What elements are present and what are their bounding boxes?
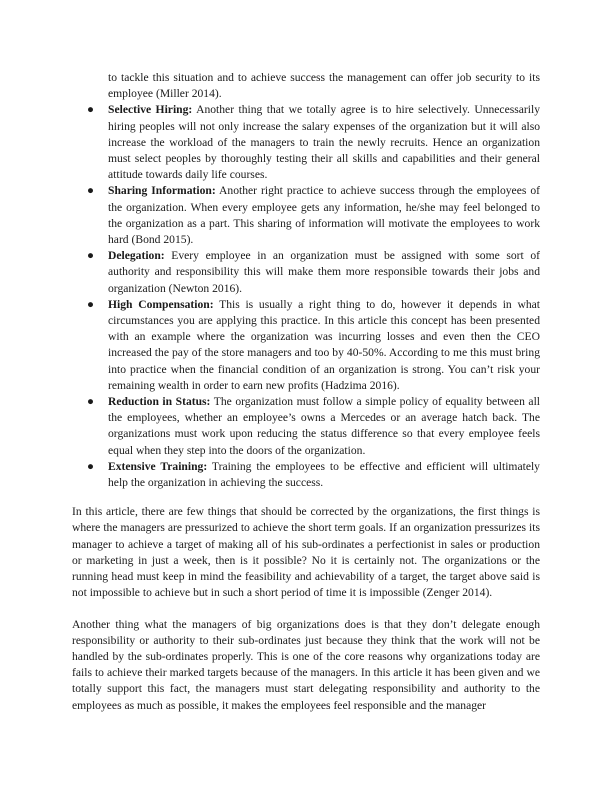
list-item-title: Reduction in Status: — [108, 395, 211, 409]
list-item — [72, 394, 540, 459]
bullet-icon: ● — [87, 297, 95, 311]
list-item — [72, 102, 540, 183]
list-item-text: Every employee in an organization must be assigned with some sort of authority and responsibility this will make them more responsible towards their jobs and organization (Newton 2016). — [108, 249, 540, 295]
bullet-icon: ● — [87, 459, 95, 473]
body-paragraph: In this article, there are few things that should be corrected by the organizations, the first things is where the managers are pressurized to achieve the short term goals. If an organization pressurizes its manager to achieve a target of making all of his sub-ordinates a perfectionist in sales or production or marketing in just a week, then is it possible? No it is certainly not. The organizations or the running head must keep in mind the feasibility and achievability of a target, the target above said is not impossible to achieve but in such a short period of time it is impossible (Zenger 2014). — [72, 505, 540, 600]
body-paragraph: Another thing what the managers of big organizations does is that they don’t delegate enough responsibility or authority to their sub-ordinates just because they think that the work will not be handled by the sub-ordinates properly. This is one of the core reasons why organizations today are fails to achieve their marked targets because of the managers. In this article it has been given and we totally support this fact, the managers must start delegating responsibility and authority to the employees as much as possible, it makes the employees feel responsible and the manager — [72, 617, 540, 712]
list-item-text: The organization must follow a simple policy of equality between all the employees, whether an employee’s owns a Mercedes or an average hatch back. The organizations must work upon reducing the status difference so that every employee feels equal when they step into the doors of the organization. — [108, 395, 541, 457]
bullet-icon: ● — [87, 103, 95, 117]
list-item — [72, 459, 540, 491]
bullet-icon: ● — [87, 184, 95, 198]
list-item-title: Sharing Information: — [108, 184, 216, 198]
list-item-title: Delegation: — [108, 249, 165, 263]
list-item — [72, 183, 540, 248]
list-item-text: Another thing that we totally agree is to hire selectively. Unnecessarily hiring peoples will not only increase the salary expenses of the organization but it will also increase the workload of the managers to train the newly recruits. Hence an organization must select peoples by thoroughly testing their all skills and capabilities and their general attitude towards daily life courses. — [108, 103, 540, 182]
list-item-title: High Compensation: — [108, 297, 214, 311]
document-page — [72, 70, 540, 714]
bullet-list — [72, 102, 540, 491]
list-item — [72, 248, 540, 297]
list-item — [72, 297, 540, 394]
list-item-title: Selective Hiring: — [108, 103, 193, 117]
bullet-icon: ● — [87, 249, 95, 263]
list-item-text: Another right practice to achieve success through the employees of the organization. When every employee gets any information, he/she may feel belonged to the organization as a part. This sharing of information will motivate the employees to work hard (Bond 2015). — [108, 184, 540, 247]
list-item-title: Extensive Training: — [108, 459, 208, 473]
list-item-text: This is usually a right thing to do, however it depends in what circumstances you are applying this practice. In this article this concept has been presented with an example where the organization was incurring losses and even then the CEO increased the pay of the store managers and too by 40-50%. According to me this must bring into practice when the financial condition of an organization is strong. You can’t risk your remaining wealth in order to earn new profits (Hadzima 2016). — [108, 297, 540, 392]
bullet-icon: ● — [87, 395, 95, 409]
continuation-text: to tackle this situation and to achieve success the management can offer job security to its employee (Miller 2014). — [108, 71, 540, 101]
list-item-text: Training the employees to be effective and efficient will ultimately help the organization in achieving the success. — [108, 459, 540, 490]
